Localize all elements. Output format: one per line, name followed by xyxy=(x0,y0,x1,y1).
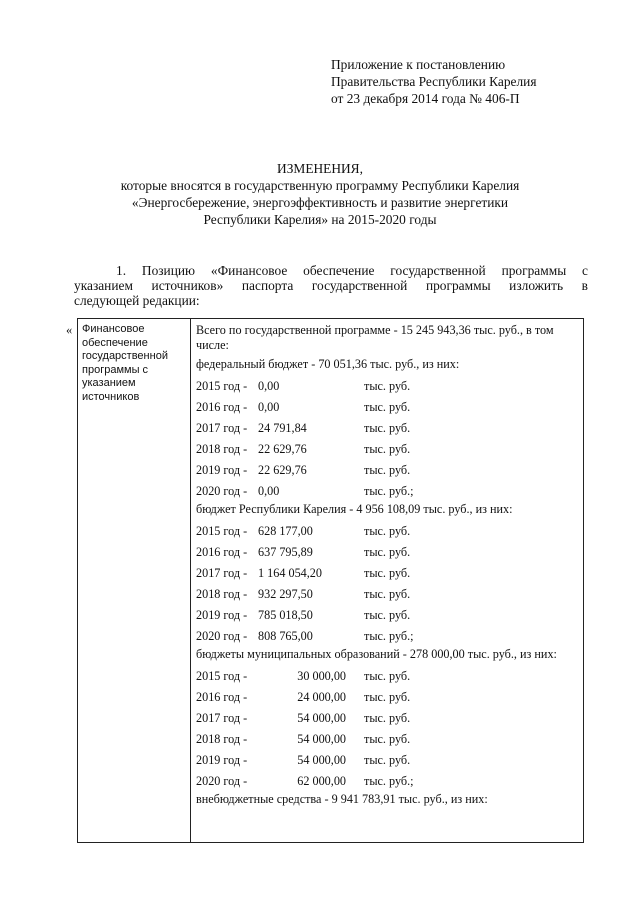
table-row: 2019 год - 785 018,50 тыс. руб. xyxy=(196,608,411,622)
table-row: 2019 год - 54 000,00 тыс. руб. xyxy=(196,753,411,767)
table-row: 2018 год - 54 000,00 тыс. руб. xyxy=(196,732,411,746)
table-row: 2015 год - 628 177,00 тыс. руб. xyxy=(196,524,411,538)
table-row: 2015 год - 30 000,00 тыс. руб. xyxy=(196,669,411,683)
open-quote: « xyxy=(66,323,73,337)
left-cell-label: Финансовое обеспечение государственной программы с указанием источников xyxy=(82,323,168,403)
municipal-rows xyxy=(196,666,581,792)
document-title xyxy=(0,160,640,228)
table-row: 2016 год - 24 000,00 тыс. руб. xyxy=(196,690,411,704)
column-divider xyxy=(190,319,191,842)
title-line-2: «Энергосбережение, энергоэффективность и развитие энергетики xyxy=(131,195,509,210)
table-row: 2020 год - 0,00 тыс. руб.; xyxy=(196,484,414,498)
table-row: 2016 год - 637 795,89 тыс. руб. xyxy=(196,545,411,559)
table-row: 2020 год - 62 000,00 тыс. руб.; xyxy=(196,774,414,788)
table-row: 2016 год - 0,00 тыс. руб. xyxy=(196,400,411,414)
appendix-note xyxy=(331,56,536,107)
paragraph-line-3: следующей редакции: xyxy=(74,293,200,308)
table-row: 2017 год - 54 000,00 тыс. руб. xyxy=(196,711,411,725)
appendix-line-3: от 23 декабря 2014 года № 406-П xyxy=(331,91,520,106)
federal-header: федеральный бюджет - 70 051,36 тыс. руб., из них: xyxy=(196,357,460,371)
paragraph-1 xyxy=(74,263,588,308)
table-row: 2020 год - 808 765,00 тыс. руб.; xyxy=(196,629,414,643)
title-heading: ИЗМЕНЕНИЯ, xyxy=(277,161,363,176)
table-row: 2018 год - 932 297,50 тыс. руб. xyxy=(196,587,411,601)
title-line-3: Республики Карелия» на 2015-2020 годы xyxy=(203,212,437,227)
table-row: 2015 год - 0,00 тыс. руб. xyxy=(196,379,411,393)
regional-header: бюджет Республики Карелия - 4 956 108,09 тыс. руб., из них: xyxy=(196,502,513,516)
federal-rows xyxy=(196,376,581,502)
appendix-line-2: Правительства Республики Карелия xyxy=(331,74,537,89)
total-line: Всего по государственной программе - 15 245 943,36 тыс. руб., в том числе: xyxy=(196,323,554,352)
table-row: 2017 год - 1 164 054,20 тыс. руб. xyxy=(196,566,411,580)
regional-rows xyxy=(196,521,581,647)
extrabudget-header: внебюджетные средства - 9 941 783,91 тыс. руб., из них: xyxy=(196,792,488,806)
paragraph-line-2: указанием источников» паспорта государственной программы изложить в xyxy=(74,278,588,293)
municipal-header: бюджеты муниципальных образований - 278 000,00 тыс. руб., из них: xyxy=(196,647,557,661)
funding-details xyxy=(196,323,581,811)
appendix-line-1: Приложение к постановлению xyxy=(331,57,506,72)
table-row: 2019 год - 22 629,76 тыс. руб. xyxy=(196,463,411,477)
table-row: 2018 год - 22 629,76 тыс. руб. xyxy=(196,442,411,456)
table-row: 2017 год - 24 791,84 тыс. руб. xyxy=(196,421,411,435)
funding-table xyxy=(77,318,584,843)
paragraph-line-1: 1. Позицию «Финансовое обеспечение государственной программы с xyxy=(116,263,588,278)
title-line-1: которые вносятся в государственную программу Республики Карелия xyxy=(120,178,520,193)
